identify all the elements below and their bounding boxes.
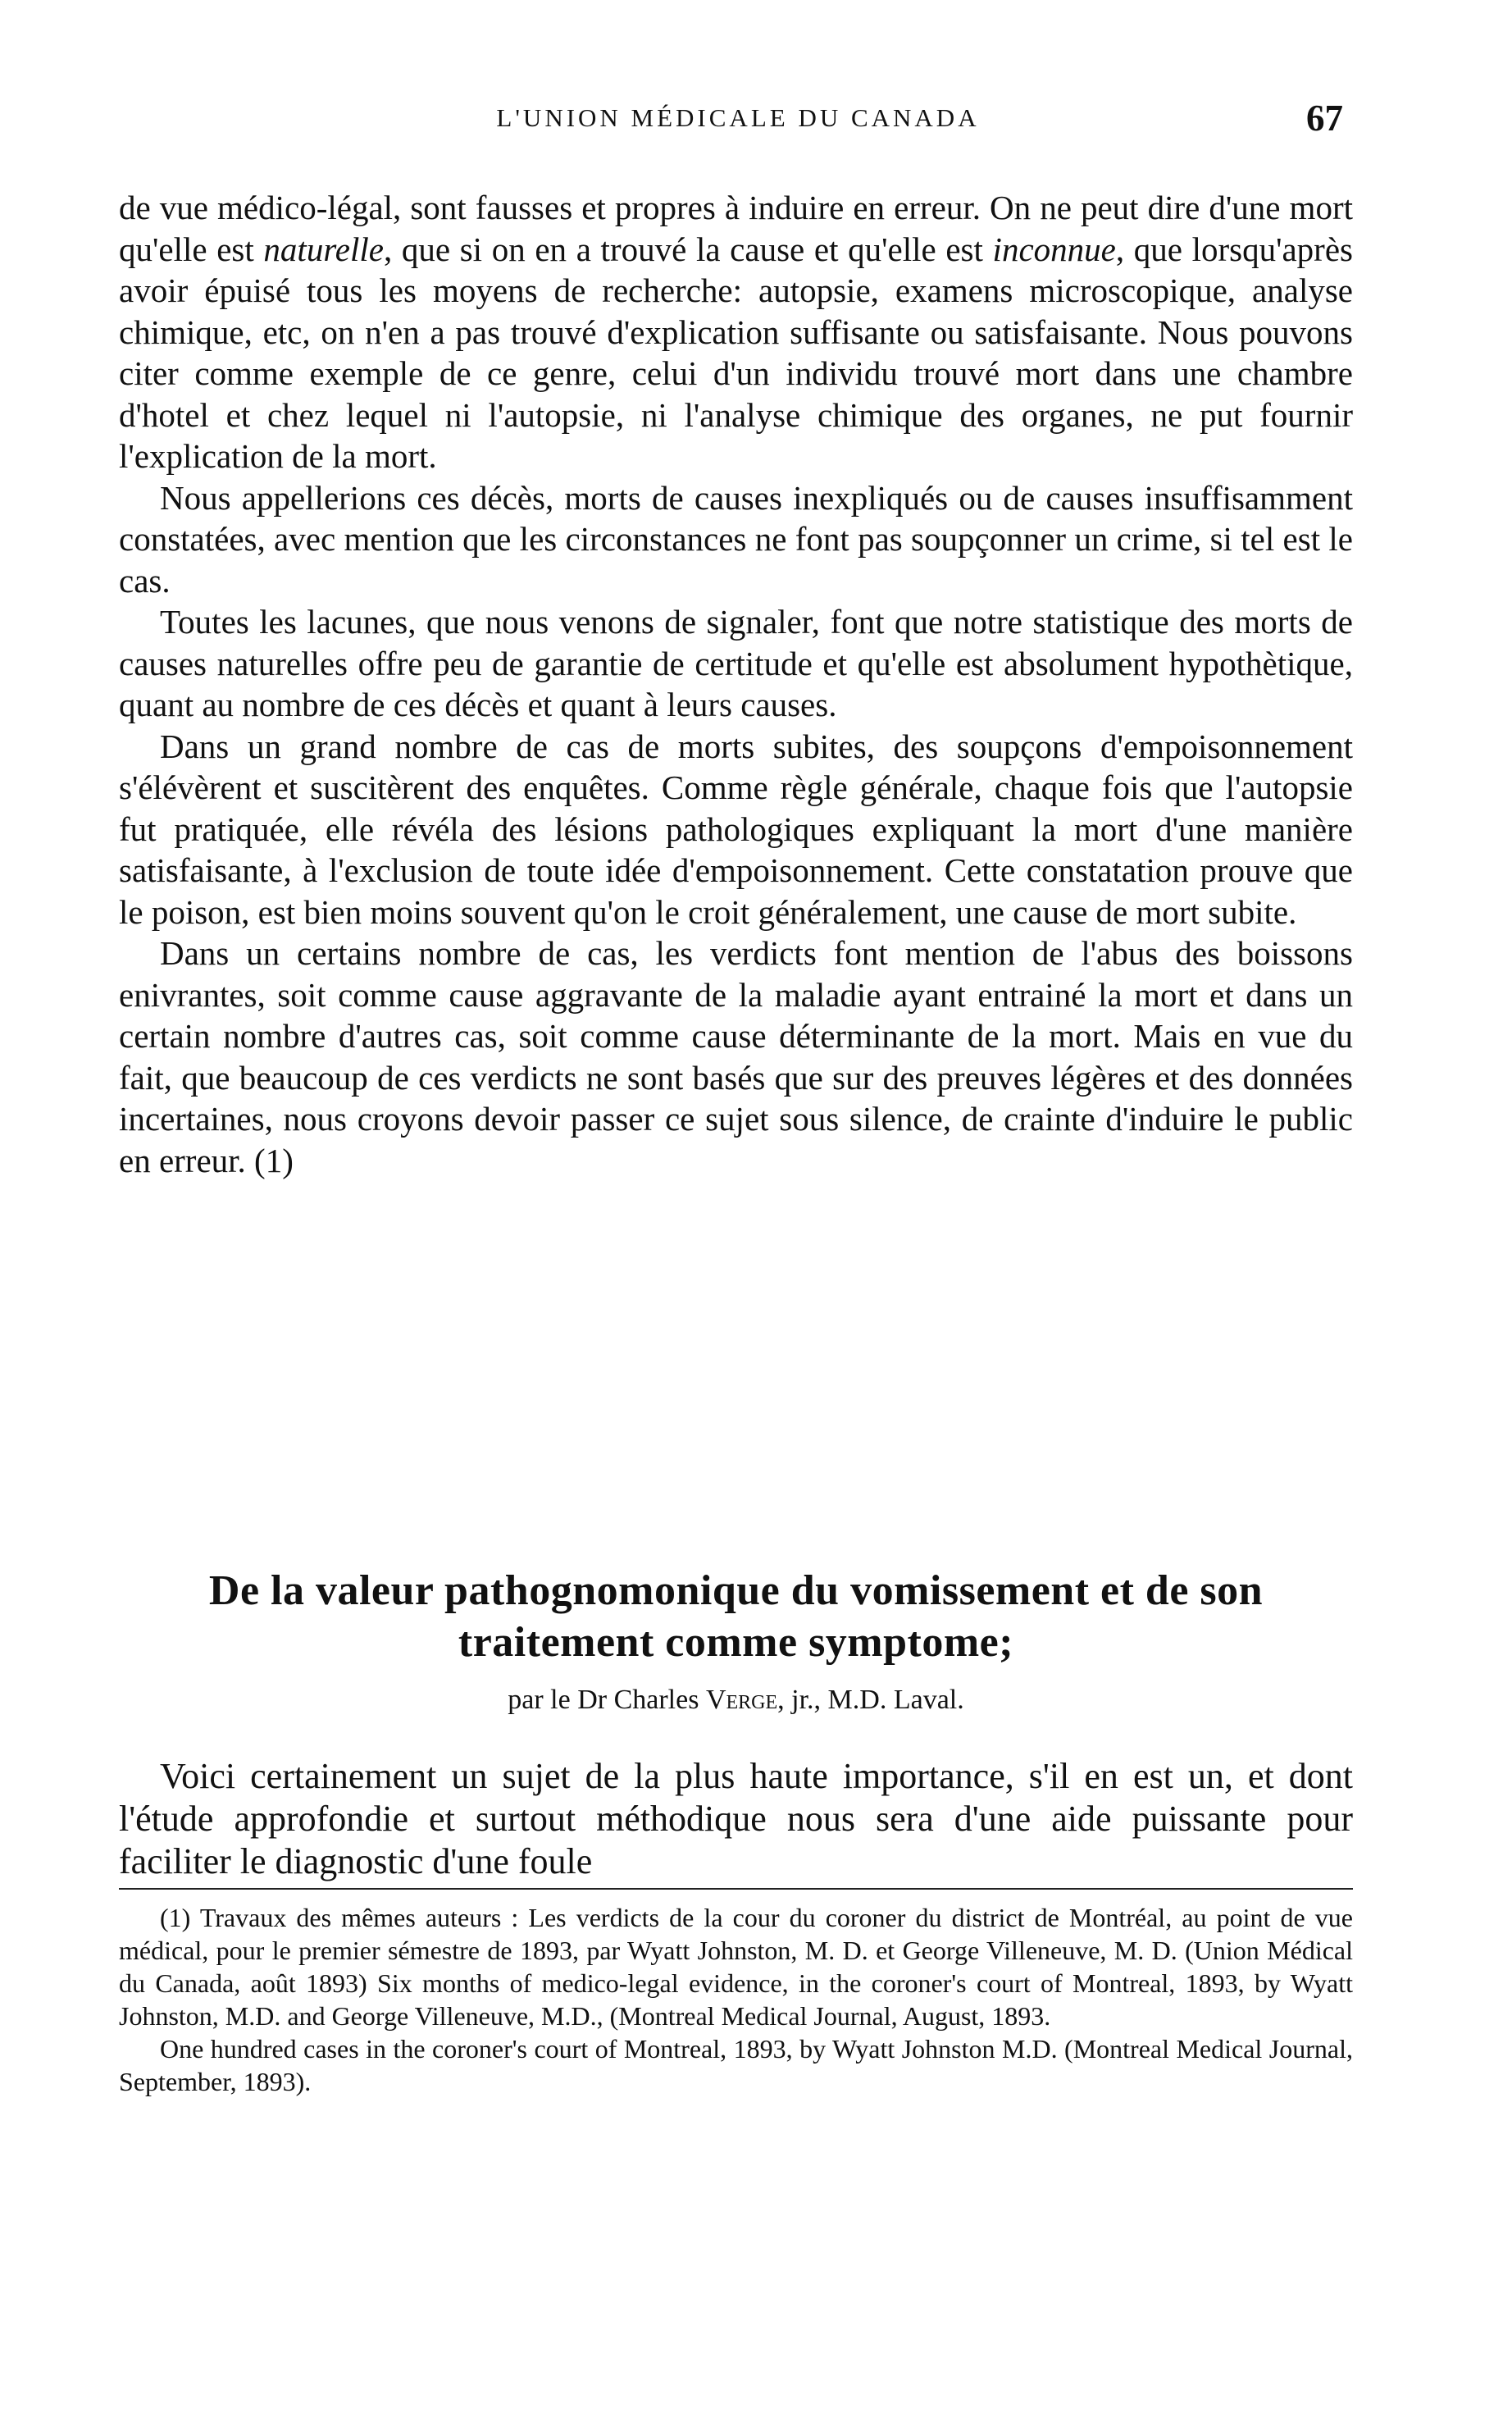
footnote-divider [119,1888,1353,1890]
running-head [0,97,1512,146]
paragraph-2: Nous appellerions ces décès, morts de causes inexpliqués ou de causes insuffisamment constatées, avec mention que les circonstances ne font pas soupçonner un crime, si tel est le cas. [119,478,1353,600]
paragraph-1 [119,187,1353,477]
article-byline [119,1683,1353,1717]
running-title: L'UNION MÉDICALE DU CANADA [496,103,980,132]
emphasis-inconnue: inconnue [992,230,1116,268]
byline-prefix: par le Dr Charles [508,1685,706,1715]
article-title: De la valeur pathognomonique du vomissement et de son traitement comme symptome; [208,1567,1264,1666]
paragraph-4: Dans un grand nombre de cas de morts subites, des soupçons d'empoisonnement s'élévèrent et suscitèrent des enquêtes. Comme règle générale, chaque fois que l'autopsie fut pratiquée, elle révéla des lésions pathologiques expliquant la mort d'une manière satisfaisante, à l'exclusion de toute idée d'empoisonnement. Cette constatation prouve que le poison, est bien moins souvent qu'on le croit généralement, une cause de mort subite. [119,727,1353,931]
paragraph-3: Toutes les lacunes, que nous venons de signaler, font que notre statistique des morts de causes naturelles offre peu de garantie de certitude et qu'elle est absolument hypothètique, quant au nombre de ces décès et quant à leurs causes. [119,603,1353,723]
emphasis-naturelle: naturelle [263,230,384,268]
footnotes [119,1901,1353,2098]
paragraph-1-text-c: , que lorsqu'après avoir épuisé tous les moyens de recherche: autopsie, examens microscopique, analyse chimique, etc, on n'en a pas trouvé d'explication suffisante ou satisfaisante. Nous pouvons citer comme exemple de ce genre, celui d'un individu trouvé mort dans une chambre d'hotel et chez lequel ni l'autopsie, ni l'analyse chimique des organes, ne put fournir l'explication de la mort. [119,230,1353,475]
article-text [119,1755,1353,1883]
page-number: 67 [1306,98,1343,139]
footnote-2: One hundred cases in the coroner's court of Montreal, 1893, by Wyatt Johnston M.D. (Montreal Medical Journal, September, 1893). [119,2034,1353,2096]
byline-suffix: , jr., M.D. Laval. [777,1685,964,1715]
paragraph-1-text-b: , que si on en a trouvé la cause et qu'elle est [383,230,993,268]
footnote-1: (1) Travaux des mêmes auteurs : Les verdicts de la cour du coroner du district de Montréal, au point de vue médical, pour le premier sémestre de 1893, par Wyatt Johnston, M. D. et George Villeneuve, M. D. (Union Médical du Canada, août 1893) Six months of medico-legal evidence, in the coroner's court of Montreal, 1893, by Wyatt Johnston, M.D. and George Villeneuve, M.D., (Montreal Medical Journal, August, 1893. [119,1903,1353,2031]
article-header [119,1565,1353,1717]
byline-author-surname: Verge [705,1685,778,1715]
body-text [119,187,1353,1181]
article-opening-paragraph: Voici certainement un sujet de la plus haute importance, s'il en est un, et dont l'étude approfondie et surtout méthodique nous sera d'une aide puissante pour faciliter le diagnostic d'une foule [119,1756,1353,1881]
paragraph-1-text-a: de vue médico-légal, sont fausses et propres à induire en erreur. On ne peut dire d'une mort qu'elle est [119,189,1353,268]
paragraph-5: Dans un certains nombre de cas, les verdicts font mention de l'abus des boissons enivrantes, soit comme cause aggravante de la maladie ayant entrainé la mort et dans un certain nombre d'autres cas, soit comme cause déterminante de la mort. Mais en vue du fait, que beaucoup de ces verdicts ne sont basés que sur des preuves légères et des données incertaines, nous croyons devoir passer ce sujet sous silence, de crainte d'induire le public en erreur. (1) [119,934,1353,1179]
